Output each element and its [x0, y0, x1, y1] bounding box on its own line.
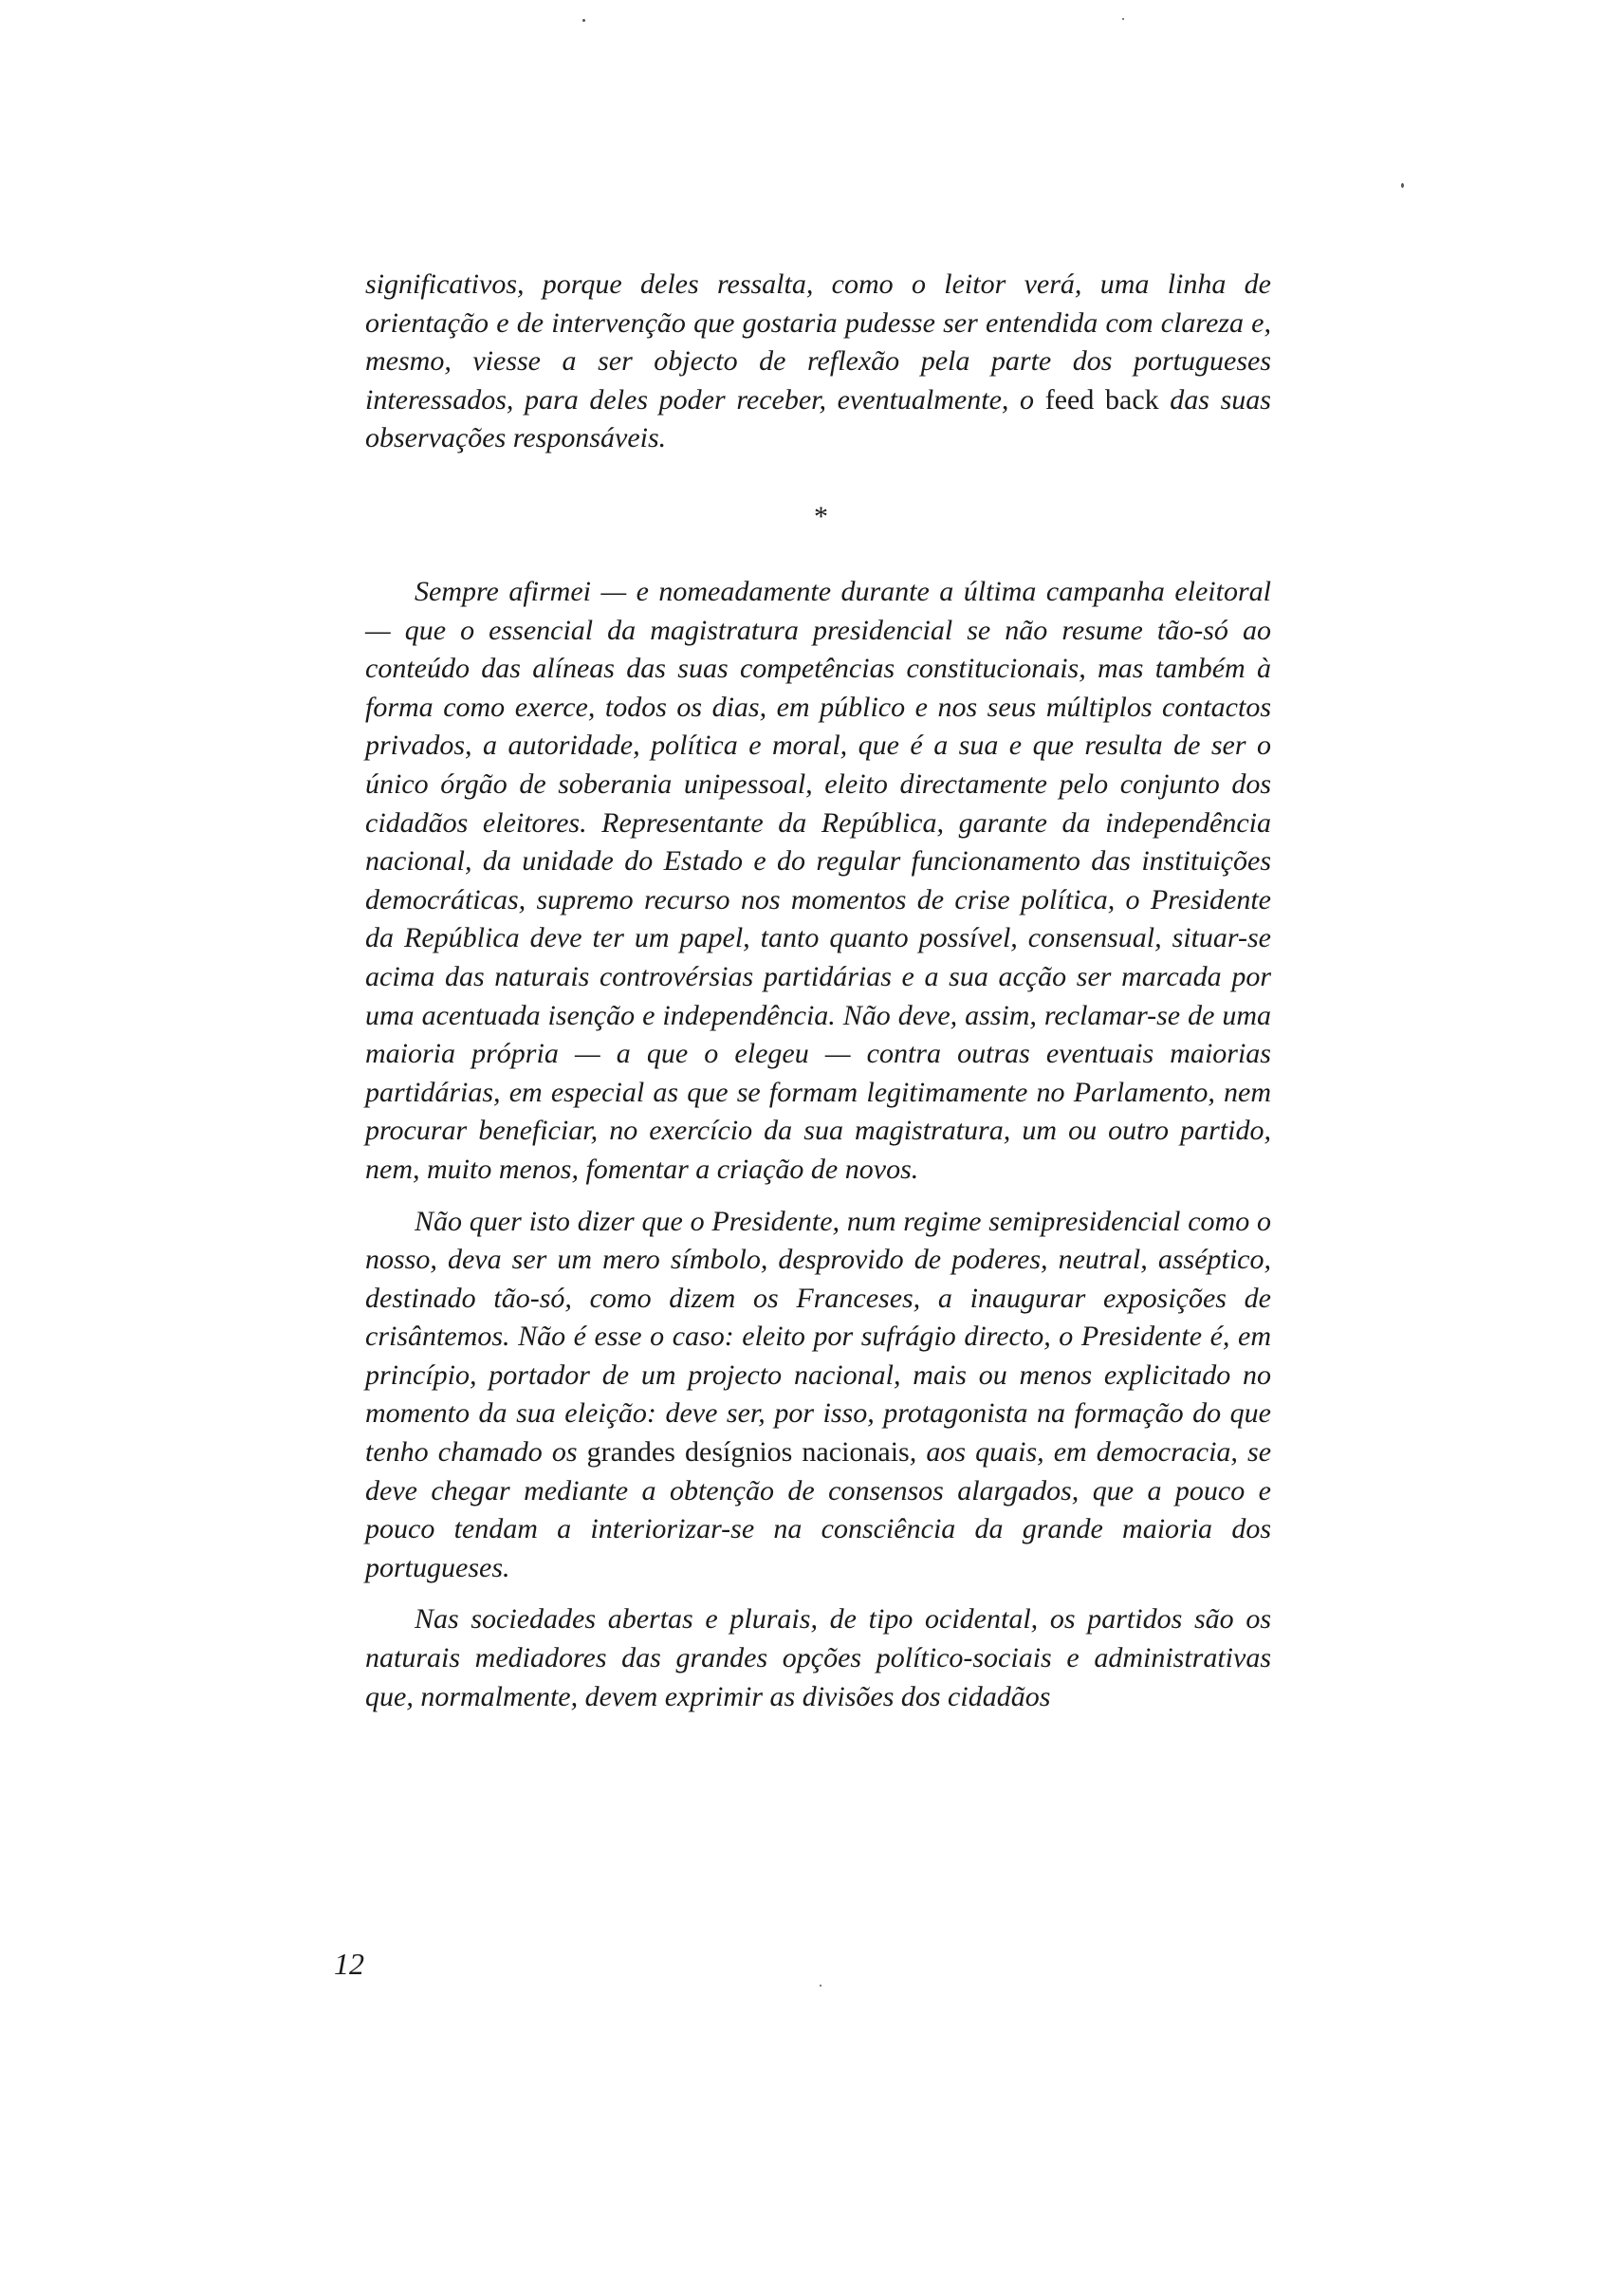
scan-speck	[820, 1985, 821, 1987]
paragraph-1: Sempre afirmei — e nomeadamente durante a última campanha eleitoral — que o essencial da magistratura presidencial se não resume tão-só ao conteúdo das alíneas das suas competências constitucionais, mas também à forma como exerce, todos os dias, em público e nos seus múltiplos contactos privados, a autoridade, política e moral, que é a sua e que resulta de ser o único órgão de soberania unipessoal, eleito directamente pelo conjunto dos cidadãos eleitores. Representante da República, garante da independência nacional, da unidade do Estado e do regular funcionamento das instituições democráticas, supremo recurso nos momentos de crise política, o Presidente da República deve ter um papel, tanto quanto possível, consensual, situar-se acima das naturais controvérsias partidárias e a sua acção ser marcada por uma acentuada isenção e independência. Não deve, assim, reclamar-se de uma maioria própria — a que o elegeu — contra outras eventuais maiorias partidárias, em especial as que se formam legitimamente no Parlamento, nem procurar beneficiar, no exercício da sua magistratura, um ou outro partido, nem, muito menos, fomentar a criação de novos.	[365, 576, 1271, 1185]
grandes-designios-term: grandes desígnios nacionais	[586, 1436, 910, 1469]
feed-back-term: feed back	[1044, 383, 1159, 416]
continuation-paragraph	[365, 266, 1271, 458]
scan-speck	[1122, 18, 1124, 20]
continuation-text-end: das suas observações responsáveis.	[365, 383, 1271, 454]
section-separator: *	[814, 501, 828, 532]
paragraph-2-text: Não quer isto dizer que o Presidente, num regime semipresidencial como o nosso, deva ser um mero símbolo, desprovido de poderes, neutral, asséptico, destinado tão-só, como dizem os Franceses, a inaugurar exposições de crisântemos. Não é esse o caso: eleito por sufrágio directo, o Presidente é, em princípio, portador de um projecto nacional, mais ou menos explicitado no momento da sua eleição: deve ser, por isso, protagonista na formação do que tenho chamado os	[365, 1205, 1271, 1469]
scan-speck	[582, 19, 585, 22]
page-number: 12	[334, 1947, 364, 1981]
paragraph-2-text-end: , aos quais, em democracia, se deve chegar mediante a obtenção de consensos alargados, que a pouco e pouco tendam a interiorizar-se na consciência da grande maioria dos portugueses.	[365, 1436, 1272, 1583]
scan-speck	[1401, 183, 1404, 188]
paragraph-3: Nas sociedades abertas e plurais, de tipo ocidental, os partidos são os naturais mediadores das grandes opções político-sociais e administrativas que, normalmente, devem exprimir as divisões dos cidadãos	[365, 1603, 1271, 1712]
main-text	[365, 573, 1271, 1716]
paragraph-2	[365, 1203, 1271, 1588]
continuation-text: significativos, porque deles ressalta, como o leitor verá, uma linha de orientação e de intervenção que gostaria pudesse ser entendida com clareza e, mesmo, viesse a ser objecto de reflexão pela parte dos portugueses interessados, para deles poder receber, eventualmente, o	[365, 268, 1271, 416]
